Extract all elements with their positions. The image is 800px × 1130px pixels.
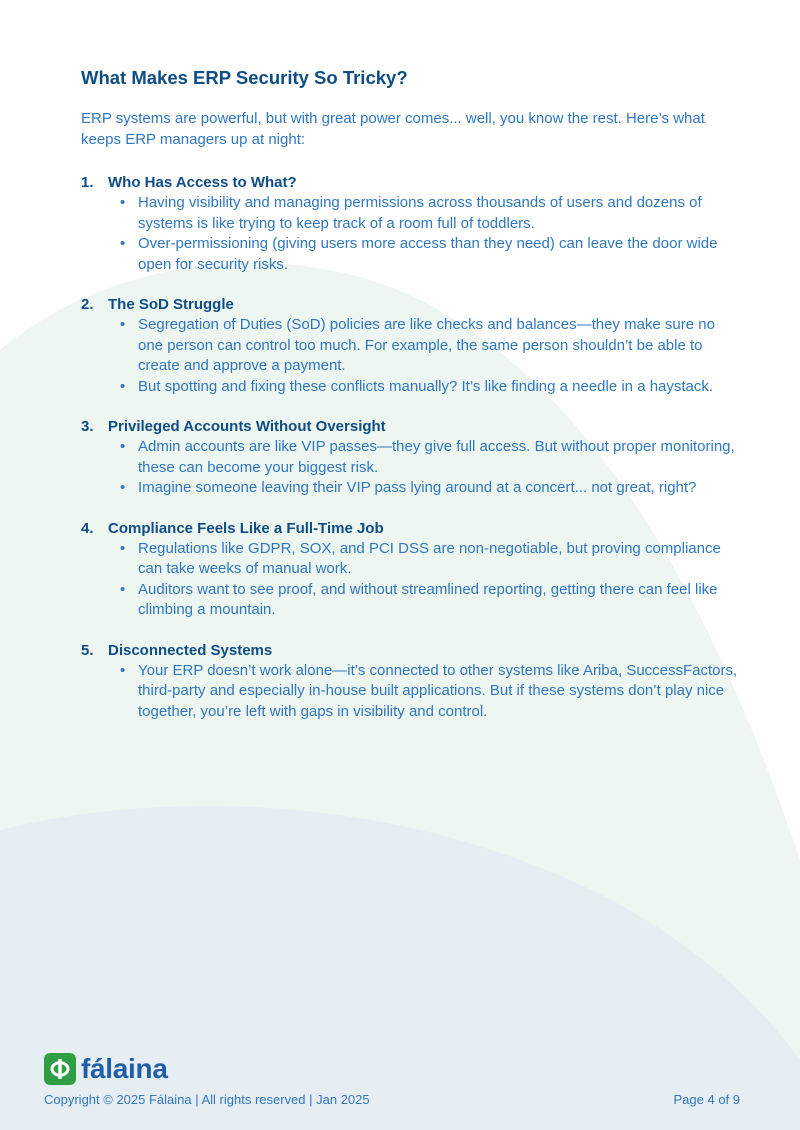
- section-2: [81, 294, 741, 397]
- section-title: Privileged Accounts Without Oversight: [108, 418, 386, 435]
- bullet-dot-icon: •: [120, 316, 126, 333]
- section-number: 1.: [81, 174, 94, 191]
- logo-wordmark: fálaina: [81, 1053, 168, 1084]
- section-1: [81, 172, 741, 275]
- sections-list: [81, 172, 741, 722]
- section-5: [81, 640, 741, 723]
- section-title: The SoD Struggle: [108, 296, 234, 313]
- phi-icon: [44, 1053, 76, 1085]
- page-number: Page 4 of 9: [673, 1092, 740, 1107]
- section-4: [81, 518, 741, 621]
- bullet-dot-icon: •: [120, 661, 126, 679]
- bullet-item: • Auditors want to see proof, and without streamlined reporting, getting there can feel like climbing a mountain.: [120, 580, 718, 618]
- bullet-item: • But spotting and fixing these conflicts manually? It’s like finding a needle in a haystack.: [120, 377, 741, 398]
- bullet-dot-icon: •: [120, 194, 126, 211]
- bullet-dot-icon: •: [120, 235, 126, 252]
- bullet-dot-icon: •: [120, 580, 126, 598]
- section-number: 3.: [81, 418, 94, 435]
- bullet-item: • Regulations like GDPR, SOX, and PCI DSS are non-negotiable, but proving compliance can take weeks of manual work.: [120, 539, 721, 577]
- bullet-item: • Admin accounts are like VIP passes—they give full access. But without proper monitoring, these can become your biggest risk.: [120, 438, 735, 476]
- bullet-dot-icon: •: [120, 479, 126, 496]
- page-title: What Makes ERP Security So Tricky?: [81, 67, 408, 88]
- document-body: [81, 66, 741, 741]
- section-number: 5.: [81, 641, 94, 659]
- section-title: Disconnected Systems: [108, 641, 273, 659]
- copyright-text: Copyright © 2025 Fálaina | All rights reserved | Jan 2025: [44, 1092, 370, 1107]
- bullet-item: • Having visibility and managing permissions across thousands of users and dozens of systems is like trying to keep track of a room full of toddlers.: [120, 194, 702, 232]
- section-3: [81, 416, 741, 499]
- company-logo: [44, 1053, 168, 1085]
- bullet-item: • Imagine someone leaving their VIP pass lying around at a concert... not great, right?: [120, 478, 741, 499]
- bullet-item: • Over-permissioning (giving users more access than they need) can leave the door wide open for security risks.: [120, 235, 718, 273]
- bullet-item: • Your ERP doesn’t work alone—it’s connected to other systems like Ariba, SuccessFactors, third-party and especially in-house built applications. But if these systems don’t play nice together, you’re left with gaps in visibility and control.: [120, 661, 738, 720]
- bullet-dot-icon: •: [120, 539, 126, 557]
- bullet-dot-icon: •: [120, 377, 126, 395]
- bullet-item: • Segregation of Duties (SoD) policies are like checks and balances—they make sure no one person can control too much. For example, the same person shouldn’t be able to create and approve a payment.: [120, 316, 715, 374]
- intro-paragraph: ERP systems are powerful, but with great power comes... well, you know the rest. Here’s what keeps ERP managers up at night:: [81, 110, 705, 148]
- bullet-dot-icon: •: [120, 438, 126, 455]
- section-number: 2.: [81, 296, 94, 313]
- section-title: Compliance Feels Like a Full-Time Job: [108, 519, 384, 537]
- section-number: 4.: [81, 519, 94, 537]
- section-title: Who Has Access to What?: [108, 174, 297, 191]
